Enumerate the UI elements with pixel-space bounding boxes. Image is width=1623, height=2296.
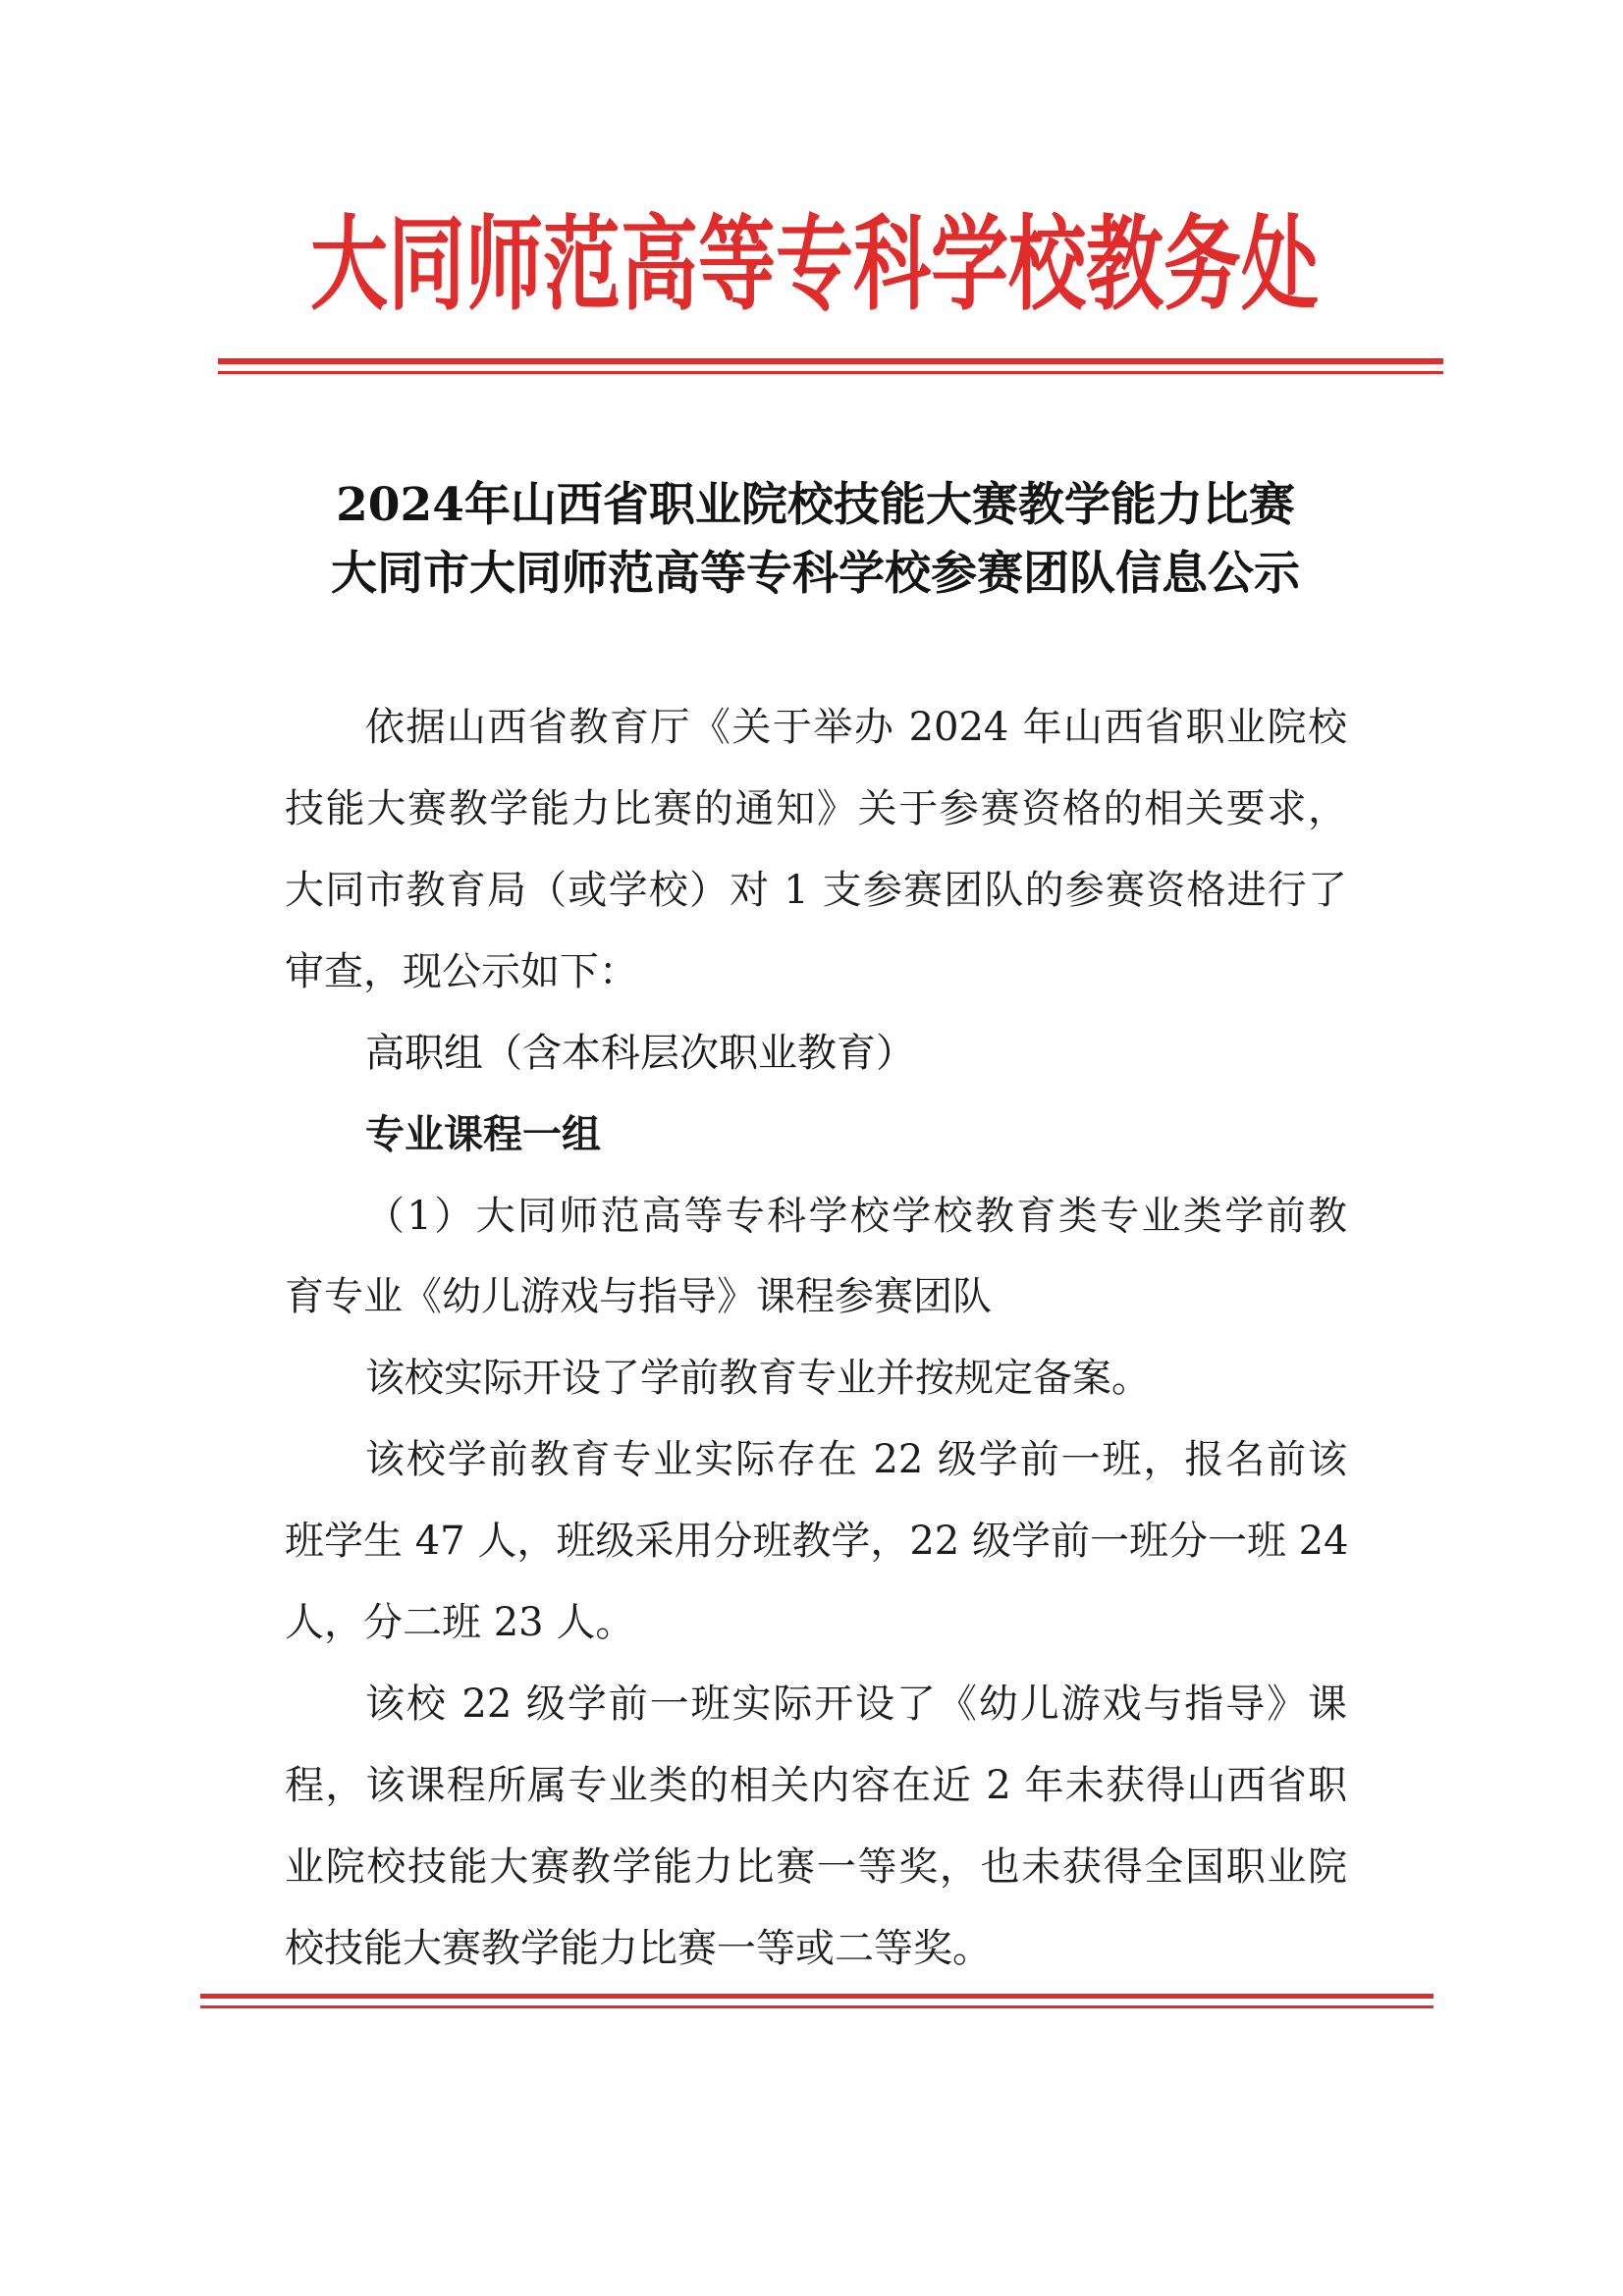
text-line: 该校学前教育专业实际存在 22 级学前一班，报名前该 [365,1437,1347,1483]
text-line: 业院校技能大赛教学能力比赛一等奖，也未获得全国职业院 [285,1843,1347,1890]
notice-title-line-2: 大同市大同师范高等专科学校参赛团队信息公示 [331,547,1300,601]
footer-rule-thin [200,2005,1434,2008]
text-line: 人，分二班 23 人。 [285,1600,635,1646]
subgroup-heading: 专业课程一组 [365,1110,601,1157]
text-line: 大同市教育局（或学校）对 1 支参赛团队的参赛资格进行了 [285,867,1347,913]
registration-paragraph: 该校实际开设了学前教育专业并按规定备案。 [365,1356,1151,1402]
text-line: 审查，现公示如下： [285,948,638,994]
footer-rule-thick [200,1994,1434,1999]
masthead-rule-thin [218,371,1443,374]
text-line: 班学生 47 人，班级采用分班教学，22 级学前一班分一班 24 [285,1519,1349,1565]
text-line: （1）大同师范高等专科学校学校教育类专业类学前教 [365,1193,1347,1239]
text-line: 育专业《幼儿游戏与指导》课程参赛团队 [285,1274,992,1320]
intro-paragraph [285,687,1347,1013]
issuer-masthead: 大同师范高等专科学校教务处 [310,205,1319,325]
text-line: 校技能大赛教学能力比赛一等或二等奖。 [285,1925,992,1971]
text-line: 依据山西省教育厅《关于举办 2024 年山西省职业院校 [365,705,1347,750]
notice-body [285,687,1347,1990]
group-heading: 高职组（含本科层次职业教育） [365,1030,915,1076]
team-paragraph [285,1176,1347,1339]
students-paragraph [285,1419,1347,1664]
text-line: 程，该课程所属专业类的相关内容在近 2 年未获得山西省职 [285,1762,1347,1808]
text-line: 该校 22 级学前一班实际开设了《幼儿游戏与指导》课 [365,1682,1347,1728]
course-paragraph [285,1664,1347,1990]
notice-title-line-1: 2024年山西省职业院校技能大赛教学能力比赛 [336,478,1295,532]
text-line: 技能大赛教学能力比赛的通知》关于参赛资格的相关要求， [285,785,1347,831]
masthead-rule-thick [218,358,1443,364]
